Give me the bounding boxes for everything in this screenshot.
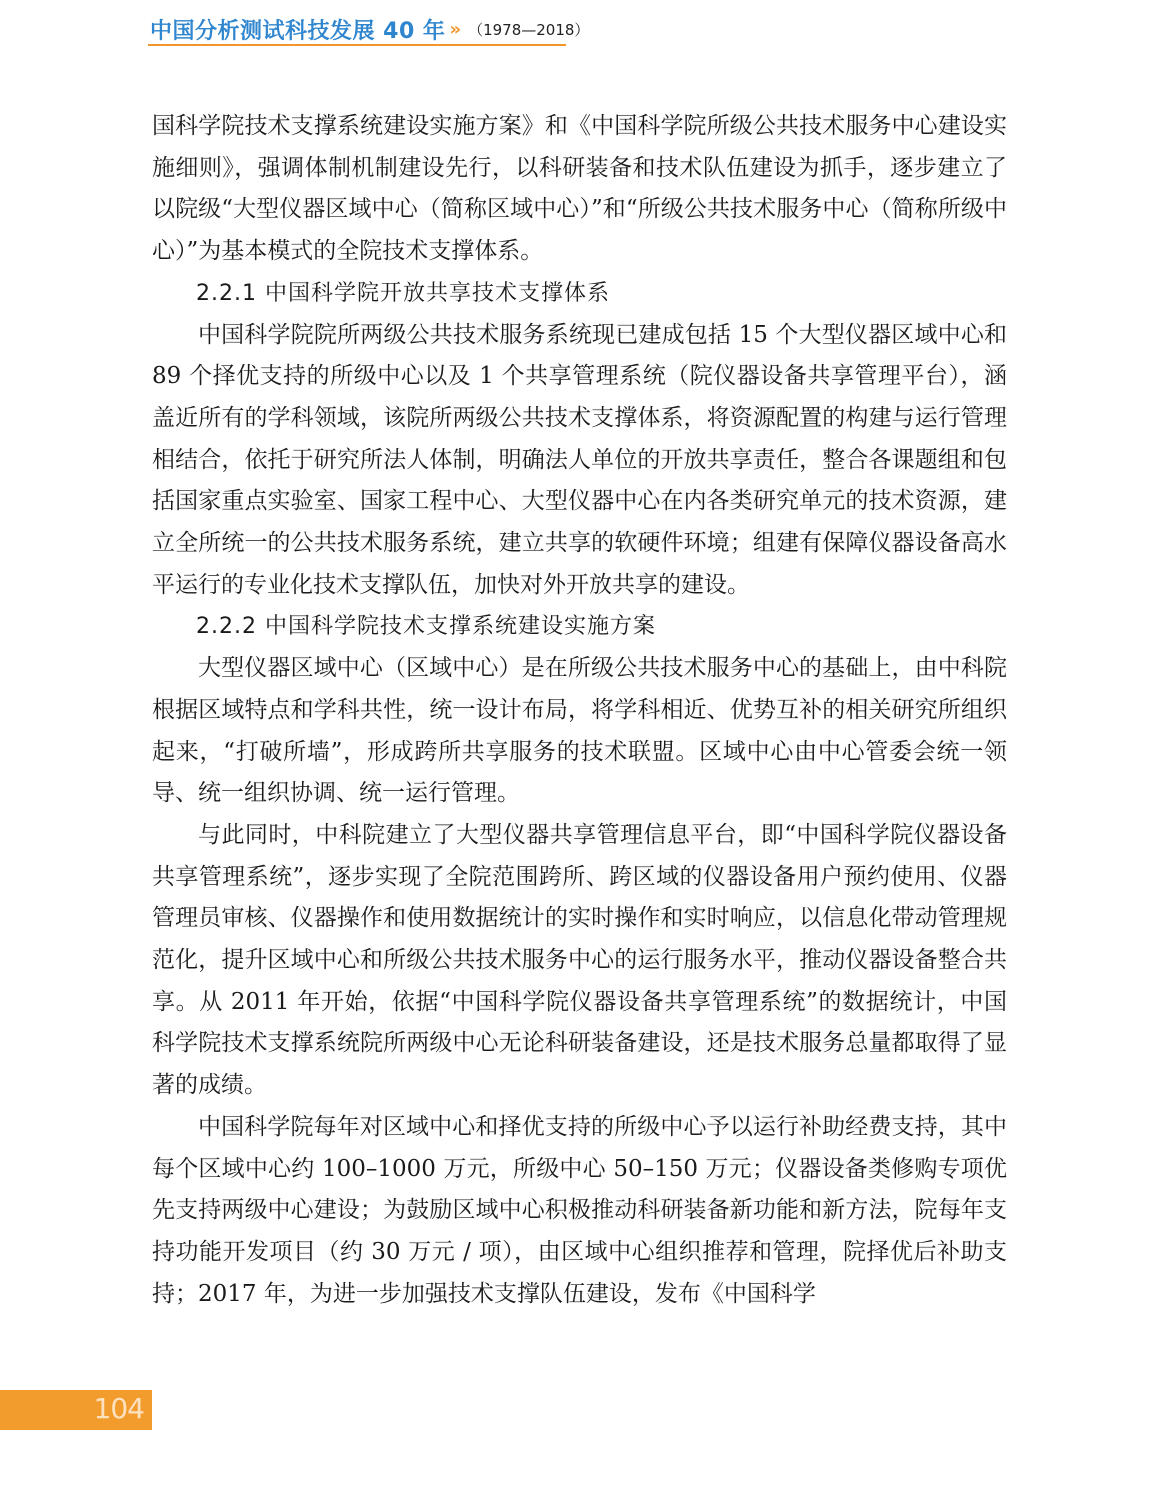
header-underline [148,44,566,46]
paragraph: 中国科学院每年对区域中心和择优支持的所级中心予以运行补助经费支持，其中每个区域中心约 100–1000 万元，所级中心 50–150 万元；仪器设备类修购专项优先支持两级中心建设；为鼓励区域中心积极推动科研装备新功能和新方法，院每年支持功能开发项目（约 30 万元 / 项），由区域中心组织推荐和管理，院择优后补助支持；2017 年，为进一步加强技术支撑队伍建设，发布《中国科学 [152,1113,1007,1307]
paragraph: 大型仪器区域中心（区域中心）是在所级公共技术服务中心的基础上，由中科院根据区域特点和学科共性，统一设计布局，将学科相近、优势互补的相关研究所组织起来，“打破所墙”，形成跨所共享服务的技术联盟。区域中心由中心管委会统一领导、统一组织协调、统一运行管理。 [152,655,1007,807]
section-heading-2-2-2: 2.2.2 中国科学院技术支撑系统建设实施方案 [196,614,656,640]
body-text [152,106,1007,1315]
page-number-box [0,1390,152,1430]
year-range: （1978—2018） [468,20,590,39]
book-title: 中国分析测试科技发展 40 年 [150,18,446,44]
paragraph: 与此同时，中科院建立了大型仪器共享管理信息平台，即“中国科学院仪器设备共享管理系统”，逐步实现了全院范围跨所、跨区域的仪器设备用户预约使用、仪器管理员审核、仪器操作和使用数据统计的实时操作和实时响应，以信息化带动管理规范化，提升区域中心和所级公共技术服务中心的运行服务水平，推动仪器设备整合共享。从 2011 年开始，依据“中国科学院仪器设备共享管理系统”的数据统计，中国科学院技术支撑系统院所两级中心无论科研装备建设，还是技术服务总量都取得了显著的成绩。 [152,821,1007,1099]
paragraph: 中国科学院院所两级公共技术服务系统现已建成包括 15 个大型仪器区域中心和 89 个择优支持的所级中心以及 1 个共享管理系统（院仪器设备共享管理平台），涵盖近所有的学科领域，该院所两级公共技术支撑体系，将资源配置的构建与运行管理相结合，依托于研究所法人体制，明确法人单位的开放共享责任，整合各课题组和包括国家重点实验室、国家工程中心、大型仪器中心在内各类研究单元的技术资源，建立全所统一的公共技术服务系统，建立共享的软硬件环境；组建有保障仪器设备高水平运行的专业化技术支撑队伍，加快对外开放共享的建设。 [152,321,1007,598]
section-heading-2-2-1: 2.2.1 中国科学院开放共享技术支撑体系 [196,280,610,306]
paragraph-continuation: 国科学院技术支撑系统建设实施方案》和《中国科学院所级公共技术服务中心建设实施细则》，强调体制机制建设先行，以科研装备和技术队伍建设为抓手，逐步建立了以院级“大型仪器区域中心（简称区域中心）”和“所级公共技术服务中心（简称所级中心）”为基本模式的全院技术支撑体系。 [152,113,1007,265]
page-number: 104 [93,1392,144,1425]
running-header [150,12,589,46]
double-chevron-icon: » [449,18,459,40]
